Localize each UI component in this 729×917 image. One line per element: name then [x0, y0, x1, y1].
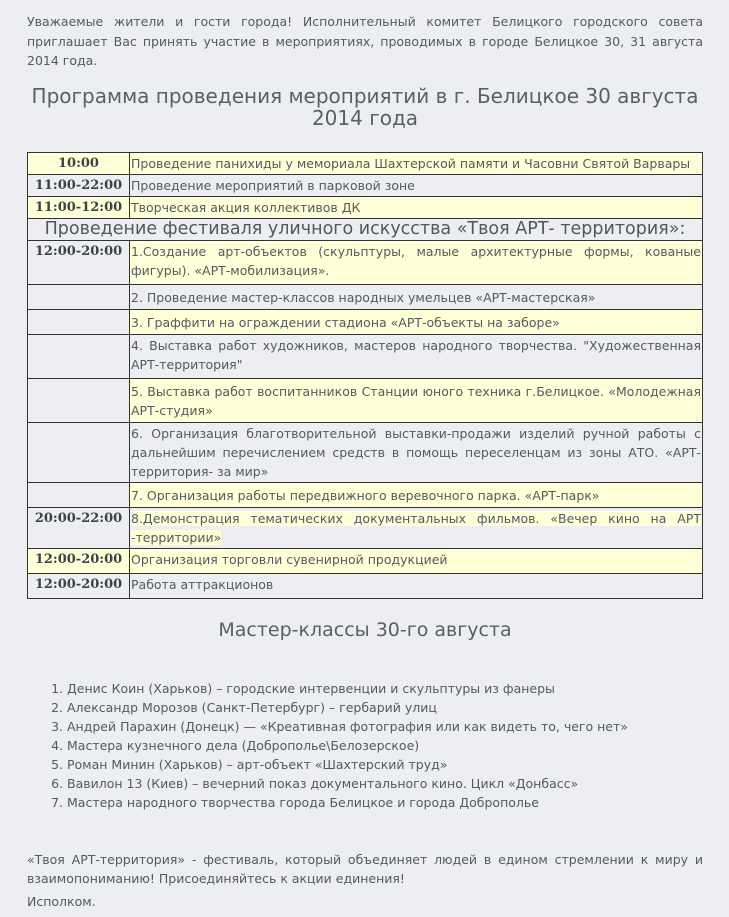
time-cell-empty	[28, 310, 130, 335]
time-cell: 12:00-20:00	[28, 241, 130, 285]
table-row	[28, 175, 703, 197]
list-item: 5. Роман Минин (Харьков) – арт-объект «Шахтерский труд»	[67, 755, 703, 774]
table-row	[28, 483, 703, 508]
page-title: Программа проведения мероприятий в г. Белицкое 30 августа 2014 года	[31, 84, 699, 130]
list-item: 3. Андрей Парахин (Донецк) — «Креативная фотография или как видеть то, чего нет»	[67, 717, 703, 736]
signature: Исполком.	[27, 894, 96, 909]
time-cell-empty	[28, 423, 130, 483]
time-cell: 12:00-20:00	[28, 549, 130, 574]
table-row	[28, 310, 703, 335]
table-row	[28, 549, 703, 574]
program-table	[27, 152, 703, 599]
list-item: 1. Денис Коин (Харьков) – городские интервенции и скульптуры из фанеры	[67, 679, 703, 698]
festival-item: 3. Граффити на ограждении стадиона «АРТ-объекты на заборе»	[130, 310, 703, 335]
event-cell: Проведение мероприятий в парковой зоне	[130, 175, 703, 197]
event-cell	[130, 508, 703, 549]
festival-item: 4. Выставка работ художников, мастеров народного творчества. "Художественная АРТ-территория"	[130, 335, 703, 379]
masterclass-list	[27, 679, 703, 812]
event-cell: Организация торговли сувенирной продукцией	[130, 549, 703, 574]
time-cell: 10:00	[28, 153, 130, 175]
festival-item: 5. Выставка работ воспитанников Станции юного техника г.Белицкое. «Молодежная АРТ-студия»	[130, 379, 703, 423]
festival-item: 1.Создание арт-объектов (скульптуры, малые архитектурные формы, кованые фигуры). «АРТ-мобилизация».	[130, 241, 703, 285]
festival-item: 7. Организация работы передвижного веревочного парка. «АРТ-парк»	[130, 483, 703, 508]
table-row	[28, 379, 703, 423]
table-row	[28, 285, 703, 310]
list-item: 2. Александр Морозов (Санкт-Петербург) – гербарий улиц	[67, 698, 703, 717]
time-cell: 12:00-20:00	[28, 574, 130, 599]
festival-heading-row	[28, 219, 703, 241]
time-cell: 20:00-22:00	[28, 508, 130, 549]
event-cell: Проведение панихиды у мемориала Шахтерской памяти и Часовни Святой Варвары	[130, 153, 703, 175]
table-row	[28, 508, 703, 549]
list-item: 6. Вавилон 13 (Киев) – вечерний показ документального кино. Цикл «Донбасс»	[67, 774, 703, 793]
time-cell-empty	[28, 335, 130, 379]
outro-paragraph: «Твоя АРТ-территория» - фестиваль, который объединяет людей в едином стремлении к миру и взаимопониманию! Присоединяйтесь к акции единения!	[27, 852, 703, 886]
table-row	[28, 335, 703, 379]
time-cell-empty	[28, 483, 130, 508]
time-cell-empty	[28, 379, 130, 423]
festival-item: 2. Проведение мастер-классов народных умельцев «АРТ-мастерская»	[130, 285, 703, 310]
event-text: 8.Демонстрация тематических документальных фильмов. «Вечер кино на АРТ -территории»	[131, 511, 701, 545]
festival-heading: Проведение фестиваля уличного искусства «Твоя АРТ- территория»:	[28, 219, 703, 241]
event-cell: Работа аттракционов	[130, 574, 703, 599]
masterclass-heading: Мастер-классы 30-го августа	[218, 619, 512, 641]
time-cell: 11:00-12:00	[28, 197, 130, 219]
intro-paragraph: Уважаемые жители и гости города! Исполнительный комитет Белицкого городского совета приглашает Вас принять участие в мероприятиях, проводимых в городе Белицкое 30, 31 августа 2014 года.	[27, 14, 703, 68]
list-item: 4. Мастера кузнечного дела (Доброполье\Белозерское)	[67, 736, 703, 755]
festival-item: 6. Организация благотворительной выставки-продажи изделий ручной работы с дальнейшим перечислением средств в помощь переселенцам из зоны АТО. «АРТ-территория- за мир»	[130, 423, 703, 483]
list-item: 7. Мастера народного творчества города Белицкое и города Доброполье	[67, 793, 703, 812]
time-cell-empty	[28, 285, 130, 310]
table-row	[28, 574, 703, 599]
table-row	[28, 153, 703, 175]
table-row	[28, 197, 703, 219]
table-row	[28, 423, 703, 483]
event-cell: Творческая акция коллективов ДК	[130, 197, 703, 219]
time-cell: 11:00-22:00	[28, 175, 130, 197]
table-row	[28, 241, 703, 285]
